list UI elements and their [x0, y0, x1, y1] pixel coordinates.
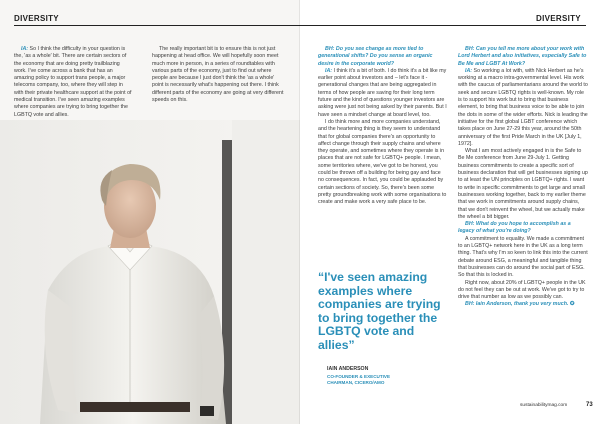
paragraph: What I am most actively engaged in is the Safe to Be Me conference from June 29-July 1. Getting business commitments to create a specific sort of business declaration that will get businesses signing up to at least the UN principles on LGBTQ+ rights. I want to write in specific commitments to get large and small businesses working together, back to my earlier theme that we work in commitments around supply chains, that we don't reinvent the wheel, but we actually make the wheel a bit bigger. [458, 148, 588, 220]
section-label-right: DIVERSITY [536, 14, 581, 23]
answer-text: So working a lot with, with Nick Herbert as he's working at a macro intra-governmental level. His work with the caucus of parliamentarians around the world to seek and secure LGBTQ rights is well-known. My role is to support his work but to bring that business element, to bring that business voice to be able to join the dots in some of the wider efforts. Nick is leading the initiative for the first global LGBT conference which takes place on June 27-29 this year, around the 50th anniversary of the first Pride March in the UK [July 1, 1972]. [458, 67, 588, 147]
portrait-photo [0, 120, 300, 424]
answer-text: I think it's a bit of both. I do think it's a bit like my earlier point about investors and – let's face it - generational changes that are being aggregated in terms of how people are saving for their long term future and the kind of questions younger investors are asking were just not being asked by their parents. But I have seen a mindset change at board level, too. [318, 67, 447, 118]
section-label-left: DIVERSITY [14, 14, 59, 23]
header-rule-right [300, 25, 586, 26]
page-number: 73 [586, 402, 593, 408]
paragraph: I do think more and more companies understand, and the heartening thing is they seem to understand that for global companies there's an opportunity to affect change through their supply chains and where they operate, and sometimes where they operate is in places that are not safe for LGBTQ+ people. I mean, some territories where, we've got to be honest, you could be thrown off a building for being gay and face no consequences. In fact, you could be applauded by certain sections of society. So, there's been some pretty groundbreaking work with some organisations to create and make work a very safe place to be. [318, 118, 447, 206]
left-column-2 [152, 46, 284, 104]
left-column-1 [14, 46, 132, 119]
closing-line: BH: Iain Anderson, thank you very much. [465, 301, 569, 308]
paragraph: The really important bit is to ensure this is not just happening at head office. We will hopefully soon meet much more in person, in a series of roundtables with various parts of the economy, just to find out where people are because I just don't think the 'as a whole' point is necessarily what's happening out there. I think different parts of the economy are going at very different speeds on this. [152, 46, 284, 104]
header-rule-left [14, 25, 300, 26]
right-column [458, 46, 588, 309]
answer-label: IA: [21, 46, 29, 52]
byline-role: CO-FOUNDER & EXECUTIVE CHAIRMAN, CICERO/AMO [327, 374, 391, 385]
middle-column [318, 46, 448, 207]
question-label: BH: [465, 46, 475, 52]
pull-quote: “I've seen amazing examples where companies are trying to bring together the LGBTQ vote and allies” [318, 270, 441, 352]
end-mark-icon: ✪ [569, 301, 575, 308]
footer-url: sustainabilitymag.com [520, 403, 568, 408]
answer-label: IA: [325, 67, 333, 74]
paragraph: A commitment to equality. We made a commitment to an LGBTQ+ network here in the UK as a long term thing. That's why I'm so keen to link this into the current debate around ESG, a meaningful and tangible thing that businesses can do around the social part of ESG. So that this is locked in. [458, 235, 588, 279]
question-label: BH: [325, 46, 335, 52]
question-text: What do you hope to accomplish as a legacy of what you're doing? [458, 221, 571, 235]
answer-label: IA: [465, 67, 473, 74]
paragraph: Right now, about 20% of LGBTQ+ people in the UK do not feel they can be out at work. We've got to try to drive that number as low as we possibly can. [458, 279, 586, 301]
question-text: Do you see change as more tied to generational shifts? Do you sense an organic desire in the corporate world? [318, 46, 433, 67]
question-label: BH: [465, 221, 475, 228]
byline-name: IAIN ANDERSON [327, 366, 369, 372]
answer-text: So I think the difficulty in your question is the, 'as a whole' bit. There are certain sectors of the economy that are doing pretty trailblazing work. I've come across a bank that has an amazing policy to support trans people, a major telecoms company, too, where they will step in with their private healthcare support at the point of medical transition. I've seen amazing examples where companies are trying to bring together the LGBTQ vote and allies. [14, 46, 132, 118]
question-text: Can you tell me more about your work with Lord Herbert and also initiatives, especially Safe to Be Me and LGBT At Work? [458, 46, 587, 67]
